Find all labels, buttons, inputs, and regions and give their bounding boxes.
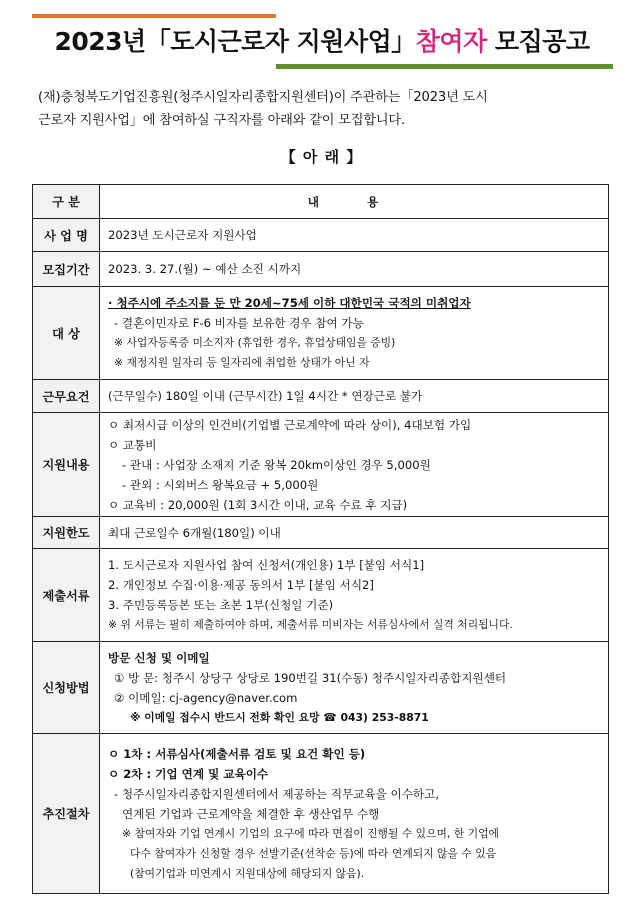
row-limit-value: 최대 근로일수 6개월(180일) 이내 — [100, 517, 609, 549]
target-line-4: ※ 재정지원 일자리 등 일자리에 취업한 상태가 아닌 자 — [114, 356, 370, 369]
row-docs-value — [100, 549, 609, 642]
notice-table — [32, 184, 609, 894]
row-project-label: 사 업 명 — [33, 219, 100, 252]
row-target — [33, 287, 609, 380]
title-bottom-bar — [276, 64, 613, 69]
process-line-2: ㅇ 2차 : 기업 연계 및 교육이수 — [108, 766, 269, 781]
title-top-bar — [32, 14, 276, 18]
row-target-label: 대 상 — [33, 287, 100, 380]
title-main: 2023년「도시근로자 지원사업」 — [54, 27, 416, 56]
process-line-3: - 청주시일자리종합지원센터에서 제공하는 직무교육을 이수하고, — [114, 786, 440, 801]
intro-line-1: (재)충청북도기업진흥원(청주시일자리종합지원센터)이 주관하는「2023년 도시 — [38, 90, 488, 105]
process-line-6: 다수 참여자가 신청할 경우 선발기준(선착순 등)에 따라 연계되지 않을 수 있음 — [130, 846, 497, 860]
docs-line-2: 2. 개인정보 수집·이용·제공 동의서 1부 [붙임 서식2] — [108, 578, 374, 592]
page-title — [32, 20, 612, 64]
docs-line-1: 1. 도시근로자 지원사업 참여 신청서(개인용) 1부 [붙임 서식1] — [108, 558, 425, 572]
row-limit-label: 지원한도 — [33, 517, 100, 549]
row-project-value: 2023년 도시근로자 지원사업 — [100, 219, 609, 252]
row-process — [33, 734, 609, 894]
row-support-value — [100, 413, 609, 517]
row-period — [33, 252, 609, 287]
row-apply — [33, 642, 609, 734]
support-line-3: - 관내 : 사업장 소재지 기준 왕복 20km이상인 경우 5,000원 — [122, 457, 431, 472]
support-line-4: - 관외 : 시외버스 왕복요금 + 5,000원 — [122, 477, 319, 492]
target-line-1: · 청주시에 주소지를 둔 만 20세~75세 이하 대한민국 국적의 미취업자 — [108, 296, 471, 310]
row-work-label: 근무요건 — [33, 380, 100, 413]
row-period-label: 모집기간 — [33, 252, 100, 287]
row-period-value: 2023. 3. 27.(월) ~ 예산 소진 시까지 — [100, 252, 609, 287]
row-docs-label: 제출서류 — [33, 549, 100, 642]
apply-line-4: ※ 이메일 접수시 반드시 전화 확인 요망 ☎ 043) 253-8871 — [130, 710, 429, 724]
apply-line-2: ① 방 문: 청주시 상당구 상당로 190번길 31(수동) 청주시일자리종합지원센터 — [114, 670, 507, 685]
row-support — [33, 413, 609, 517]
apply-line-1: 방문 신청 및 이메일 — [108, 650, 210, 665]
row-process-value — [100, 734, 609, 894]
title-tail: 모집공고 — [486, 27, 590, 56]
row-docs — [33, 549, 609, 642]
process-line-7: (참여기업과 미연계시 지원대상에 해당되지 않음). — [130, 866, 365, 880]
row-apply-label: 신청방법 — [33, 642, 100, 734]
row-work-value: (근무일수) 180일 이내 (근무시간) 1일 4시간 * 연장근로 불가 — [100, 380, 609, 413]
target-line-3: ※ 사업자등록증 미소지자 (휴업한 경우, 휴업상태임을 증빙) — [114, 336, 396, 349]
intro-line-2: 근로자 지원사업」에 참여하실 구직자를 아래와 같이 모집합니다. — [38, 113, 405, 128]
row-limit — [33, 517, 609, 549]
support-line-5: ㅇ 교육비 : 20,000원 (1회 3시간 이내, 교육 수료 후 지급) — [108, 497, 408, 512]
row-process-label: 추진절차 — [33, 734, 100, 894]
process-line-1: ㅇ 1차 : 서류심사(제출서류 검토 및 요건 확인 등) — [108, 746, 366, 761]
docs-line-4: ※ 위 서류는 필히 제출하여야 하며, 제출서류 미비자는 서류심사에서 실격 처리됩니다. — [108, 618, 513, 631]
support-line-2: ㅇ 교통비 — [108, 437, 157, 452]
process-line-4: 연계된 기업과 근로계약을 체결한 후 생산업무 수행 — [122, 806, 380, 821]
apply-line-3: ② 이메일: cj-agency@naver.com — [114, 690, 298, 705]
row-apply-value — [100, 642, 609, 734]
header-content: 내 용 — [100, 185, 609, 219]
target-line-2: - 결혼이민자로 F-6 비자를 보유한 경우 참여 가능 — [114, 316, 364, 330]
process-line-5: ※ 참여자와 기업 연계시 기업의 요구에 따라 면접이 진행될 수 있으며, 한 기업에 — [122, 826, 499, 840]
intro-paragraph — [38, 86, 618, 132]
docs-line-3: 3. 주민등록등본 또는 초본 1부(신청일 기준) — [108, 598, 334, 612]
table-header-row — [33, 185, 609, 219]
header-category: 구 분 — [33, 185, 100, 219]
row-work — [33, 380, 609, 413]
row-target-value — [100, 287, 609, 380]
title-highlight: 참여자 — [415, 27, 487, 56]
row-project — [33, 219, 609, 252]
row-support-label: 지원내용 — [33, 413, 100, 517]
support-line-1: ㅇ 최저시급 이상의 인건비(기업별 근로계약에 따라 상이), 4대보험 가입 — [108, 417, 472, 432]
section-heading: 【 아 래 】 — [280, 148, 363, 166]
